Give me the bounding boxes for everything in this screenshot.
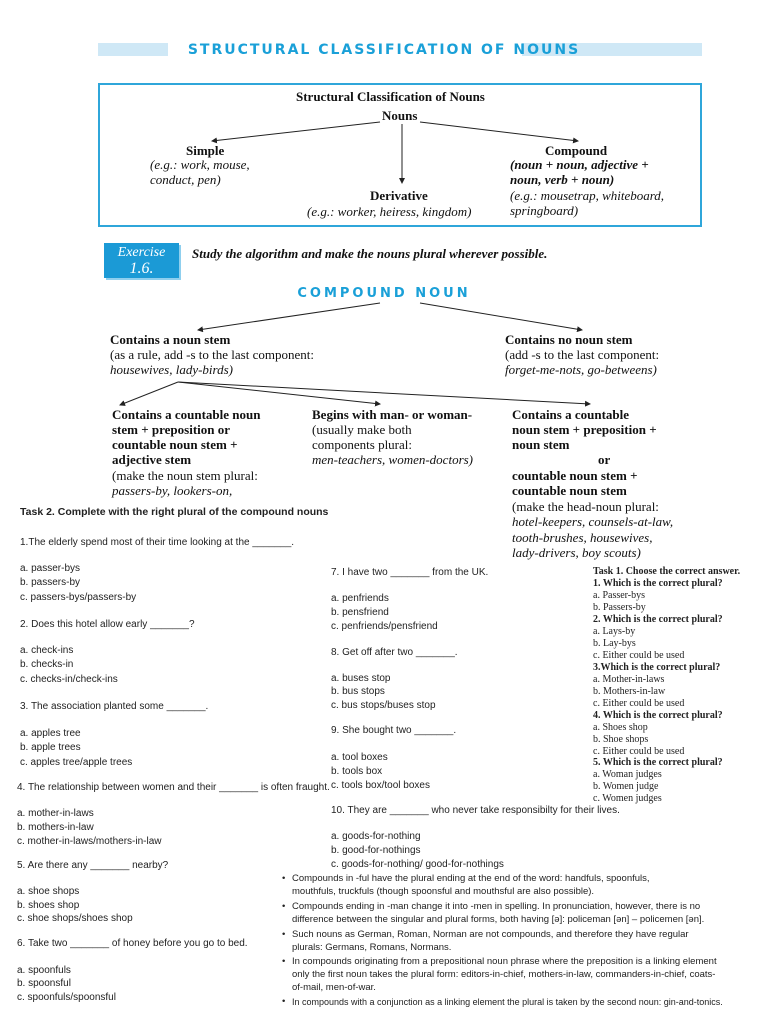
task1-q5-option-a[interactable]: a. Woman judges bbox=[593, 769, 662, 780]
task1-q5-option-c[interactable]: c. Women judges bbox=[593, 793, 662, 804]
exercise-instruction: Study the algorithm and make the nouns plural wherever possible. bbox=[192, 246, 548, 261]
task1-q3: 3.Which is the correct plural? bbox=[593, 662, 721, 673]
task2-q7-option-c[interactable]: c. penfriends/pensfriend bbox=[331, 621, 438, 632]
task2-q4-option-a[interactable]: a. mother-in-laws bbox=[17, 808, 94, 819]
task2-q1: 1.The elderly spend most of their time looking at the _______. bbox=[20, 537, 295, 548]
note-4-line-2: only the first noun takes the plural form: editors-in-chief, mothers-in-law, commanders-in-chief, coats- bbox=[292, 969, 716, 980]
task2-q6-option-a[interactable]: a. spoonfuls bbox=[17, 965, 71, 976]
task2-q4-option-b[interactable]: b. mothers-in-law bbox=[17, 822, 94, 833]
task2-q3: 3. The association planted some _______. bbox=[20, 701, 209, 712]
task2-q4: 4. The relationship between women and their _______ is often fraught. bbox=[17, 782, 330, 793]
task1-q2-option-a[interactable]: a. Lays-by bbox=[593, 626, 636, 637]
countable2-line-2: noun stem + preposition + bbox=[512, 422, 657, 437]
note-4-line-3: of-mail, men-of-war. bbox=[292, 982, 376, 993]
task2-q6-option-c[interactable]: c. spoonfuls/spoonsful bbox=[17, 992, 116, 1003]
task1-q1-option-a[interactable]: a. Passer-bys bbox=[593, 590, 646, 601]
countable2-line-1: Contains a countable bbox=[512, 407, 630, 422]
countable2-line-7: hotel-keepers, counsels-at-law, bbox=[512, 514, 674, 529]
note-2-line-2: difference between the singular and plural forms, both having [ə]: policeman [ən] – policemen [ən]. bbox=[292, 914, 705, 925]
task2-q8-option-a[interactable]: a. buses stop bbox=[331, 673, 391, 684]
note-4-line-1: In compounds originating from a prepositional noun phrase where the preposition is a linking element bbox=[292, 956, 717, 967]
task2-q3-option-c[interactable]: c. apples tree/apple trees bbox=[20, 757, 133, 768]
task2-q7-option-b[interactable]: b. pensfriend bbox=[331, 607, 389, 618]
task2-q9-option-a[interactable]: a. tool boxes bbox=[331, 752, 388, 763]
task2-q7: 7. I have two _______ from the UK. bbox=[331, 567, 489, 578]
note-1-line-2: mouthfuls, truckfuls (though spoonsful and mouthsful are also possible). bbox=[292, 886, 595, 897]
task2-q6-option-b[interactable]: b. spoonsful bbox=[17, 978, 71, 989]
task2-q10-option-b[interactable]: b. good-for-nothings bbox=[331, 845, 421, 856]
task2-q2-option-a[interactable]: a. check-ins bbox=[20, 645, 74, 656]
task1-q5: 5. Which is the correct plural? bbox=[593, 757, 723, 768]
task2-q5-option-b[interactable]: b. shoes shop bbox=[17, 900, 80, 911]
man-woman-line-3: components plural: bbox=[312, 437, 413, 452]
note-bullet-4: • bbox=[282, 956, 286, 967]
task2-q10-option-a[interactable]: a. goods-for-nothing bbox=[331, 831, 421, 842]
contains-stem-heading: Contains a noun stem bbox=[110, 332, 231, 347]
task2-q3-option-a[interactable]: a. apples tree bbox=[20, 728, 81, 739]
task2-q2-option-b[interactable]: b. checks-in bbox=[20, 659, 74, 670]
task1-q3-option-c[interactable]: c. Either could be used bbox=[593, 698, 685, 709]
task1-q2: 2. Which is the correct plural? bbox=[593, 614, 723, 625]
task2-q3-option-b[interactable]: b. apple trees bbox=[20, 742, 81, 753]
derivative-example: (e.g.: worker, heiress, kingdom) bbox=[307, 204, 472, 219]
compound-noun-title: COMPOUND NOUN bbox=[297, 286, 471, 301]
compound-line-4: springboard) bbox=[510, 203, 579, 218]
note-bullet-2: • bbox=[282, 901, 286, 912]
task2-q10: 10. They are _______ who never take responsibilty for their lives. bbox=[331, 805, 620, 816]
task2-q4-option-c[interactable]: c. mother-in-laws/mothers-in-law bbox=[17, 836, 162, 847]
contains-stem-line-1: (as a rule, add -s to the last component: bbox=[110, 347, 314, 362]
compound-line-2: noun, verb + noun) bbox=[510, 172, 615, 187]
task2-q9-option-b[interactable]: b. tools box bbox=[331, 766, 383, 777]
countable2-line-8: tooth-brushes, housewives, bbox=[512, 530, 653, 545]
task2-q8-option-b[interactable]: b. bus stops bbox=[331, 686, 385, 697]
task2-q2-option-c[interactable]: c. checks-in/check-ins bbox=[20, 674, 118, 685]
countable2-line-5: countable noun stem bbox=[512, 483, 627, 498]
page-title: STRUCTURAL CLASSIFICATION OF NOUNS bbox=[187, 42, 581, 58]
task2-q2: 2. Does this hotel allow early _______? bbox=[20, 619, 195, 630]
countable-line-2: stem + preposition or bbox=[112, 422, 231, 437]
task1-q4-option-a[interactable]: a. Shoes shop bbox=[593, 722, 648, 733]
countable2-line-6: (make the head-noun plural: bbox=[512, 499, 659, 514]
contains-stem-line-2: housewives, lady-birds) bbox=[110, 362, 233, 377]
task2-q5-option-c[interactable]: c. shoe shops/shoes shop bbox=[17, 913, 133, 924]
note-3-line-2: plurals: Germans, Romans, Normans. bbox=[292, 942, 452, 953]
task2-title: Task 2. Complete with the right plural of the compound nouns bbox=[20, 506, 329, 518]
no-stem-heading: Contains no noun stem bbox=[505, 332, 633, 347]
compound-label: Compound bbox=[545, 143, 608, 158]
note-2-line-1: Compounds ending in -man change it into -men in spelling. In pronunciation, however, there is no bbox=[292, 901, 701, 912]
task2-q8: 8. Get off after two _______. bbox=[331, 647, 458, 658]
task2-q1-option-b[interactable]: b. passers-by bbox=[20, 577, 81, 588]
diagram-title: Structural Classification of Nouns bbox=[296, 89, 485, 104]
note-bullet-5: • bbox=[282, 996, 286, 1007]
task1-q1-option-b[interactable]: b. Passers-by bbox=[593, 602, 646, 613]
no-stem-line-1: (add -s to the last component: bbox=[505, 347, 660, 362]
task2-q7-option-a[interactable]: a. penfriends bbox=[331, 593, 389, 604]
note-5-line-1: In compounds with a conjunction as a linking element the plural is taken by the second noun: gin-and-tonics. bbox=[292, 997, 723, 1007]
countable2-or: or bbox=[598, 452, 611, 467]
task1-q4: 4. Which is the correct plural? bbox=[593, 710, 723, 721]
countable-line-1: Contains a countable noun bbox=[112, 407, 261, 422]
man-woman-line-4: men-teachers, women-doctors) bbox=[312, 452, 474, 467]
no-stem-line-2: forget-me-nots, go-betweens) bbox=[505, 362, 657, 377]
task2-q1-option-a[interactable]: a. passer-bys bbox=[20, 563, 81, 574]
countable-line-4: adjective stem bbox=[112, 452, 192, 467]
exercise-number: 1.6. bbox=[129, 260, 154, 277]
diagram-root-nouns: Nouns bbox=[382, 108, 418, 123]
note-3-line-1: Such nouns as German, Roman, Norman are not compounds, and therefore they have regular bbox=[292, 929, 689, 940]
task1-q2-option-b[interactable]: b. Lay-bys bbox=[593, 638, 636, 649]
compound-line-3: (e.g.: mousetrap, whiteboard, bbox=[510, 188, 665, 203]
task2-q6: 6. Take two _______ of honey before you go to bed. bbox=[17, 938, 248, 949]
man-woman-line-1: Begins with man- or woman- bbox=[312, 407, 473, 422]
task1-q5-option-b[interactable]: b. Women judge bbox=[593, 781, 659, 792]
exercise-word: Exercise bbox=[117, 245, 166, 260]
task2-q5-option-a[interactable]: a. shoe shops bbox=[17, 886, 80, 897]
compound-line-1: (noun + noun, adjective + bbox=[510, 157, 649, 172]
simple-label: Simple bbox=[186, 143, 225, 158]
task2-q9-option-c[interactable]: c. tools box/tool boxes bbox=[331, 780, 430, 791]
task2-q5: 5. Are there any _______ nearby? bbox=[17, 860, 169, 871]
man-woman-line-2: (usually make both bbox=[312, 422, 412, 437]
task2-q8-option-c[interactable]: c. bus stops/buses stop bbox=[331, 700, 436, 711]
task1-title: Task 1. Choose the correct answer. bbox=[593, 566, 741, 577]
note-1-line-1: Compounds in -ful have the plural ending at the end of the word: handfuls, spoonfuls, bbox=[292, 873, 650, 884]
task1-q1: 1. Which is the correct plural? bbox=[593, 578, 723, 589]
derivative-label: Derivative bbox=[370, 188, 428, 203]
task1-q3-option-b[interactable]: b. Mothers-in-law bbox=[593, 686, 666, 697]
task1-q2-option-c[interactable]: c. Either could be used bbox=[593, 650, 685, 661]
exercise-badge bbox=[104, 243, 179, 278]
countable-line-5: (make the noun stem plural: bbox=[112, 468, 258, 483]
task2-q9: 9. She bought two _______. bbox=[331, 725, 457, 736]
task1-q3-option-a[interactable]: a. Mother-in-laws bbox=[593, 674, 665, 685]
task1-q4-option-b[interactable]: b. Shoe shops bbox=[593, 734, 649, 745]
countable2-line-4: countable noun stem + bbox=[512, 468, 638, 483]
countable2-line-9: lady-drivers, boy scouts) bbox=[512, 545, 641, 560]
countable-line-6: passers-by, lookers-on, bbox=[112, 483, 233, 498]
countable-line-3: countable noun stem + bbox=[112, 437, 238, 452]
task1-q4-option-c[interactable]: c. Either could be used bbox=[593, 746, 685, 757]
note-bullet-3: • bbox=[282, 929, 286, 940]
task2-q1-option-c[interactable]: c. passers-bys/passers-by bbox=[20, 592, 137, 603]
task2-q10-option-c[interactable]: c. goods-for-nothing/ good-for-nothings bbox=[331, 859, 504, 870]
simple-example-2: conduct, pen) bbox=[150, 172, 221, 187]
countable2-line-3: noun stem bbox=[512, 437, 570, 452]
simple-example-1: (e.g.: work, mouse, bbox=[150, 157, 250, 172]
note-bullet-1: • bbox=[282, 873, 286, 884]
